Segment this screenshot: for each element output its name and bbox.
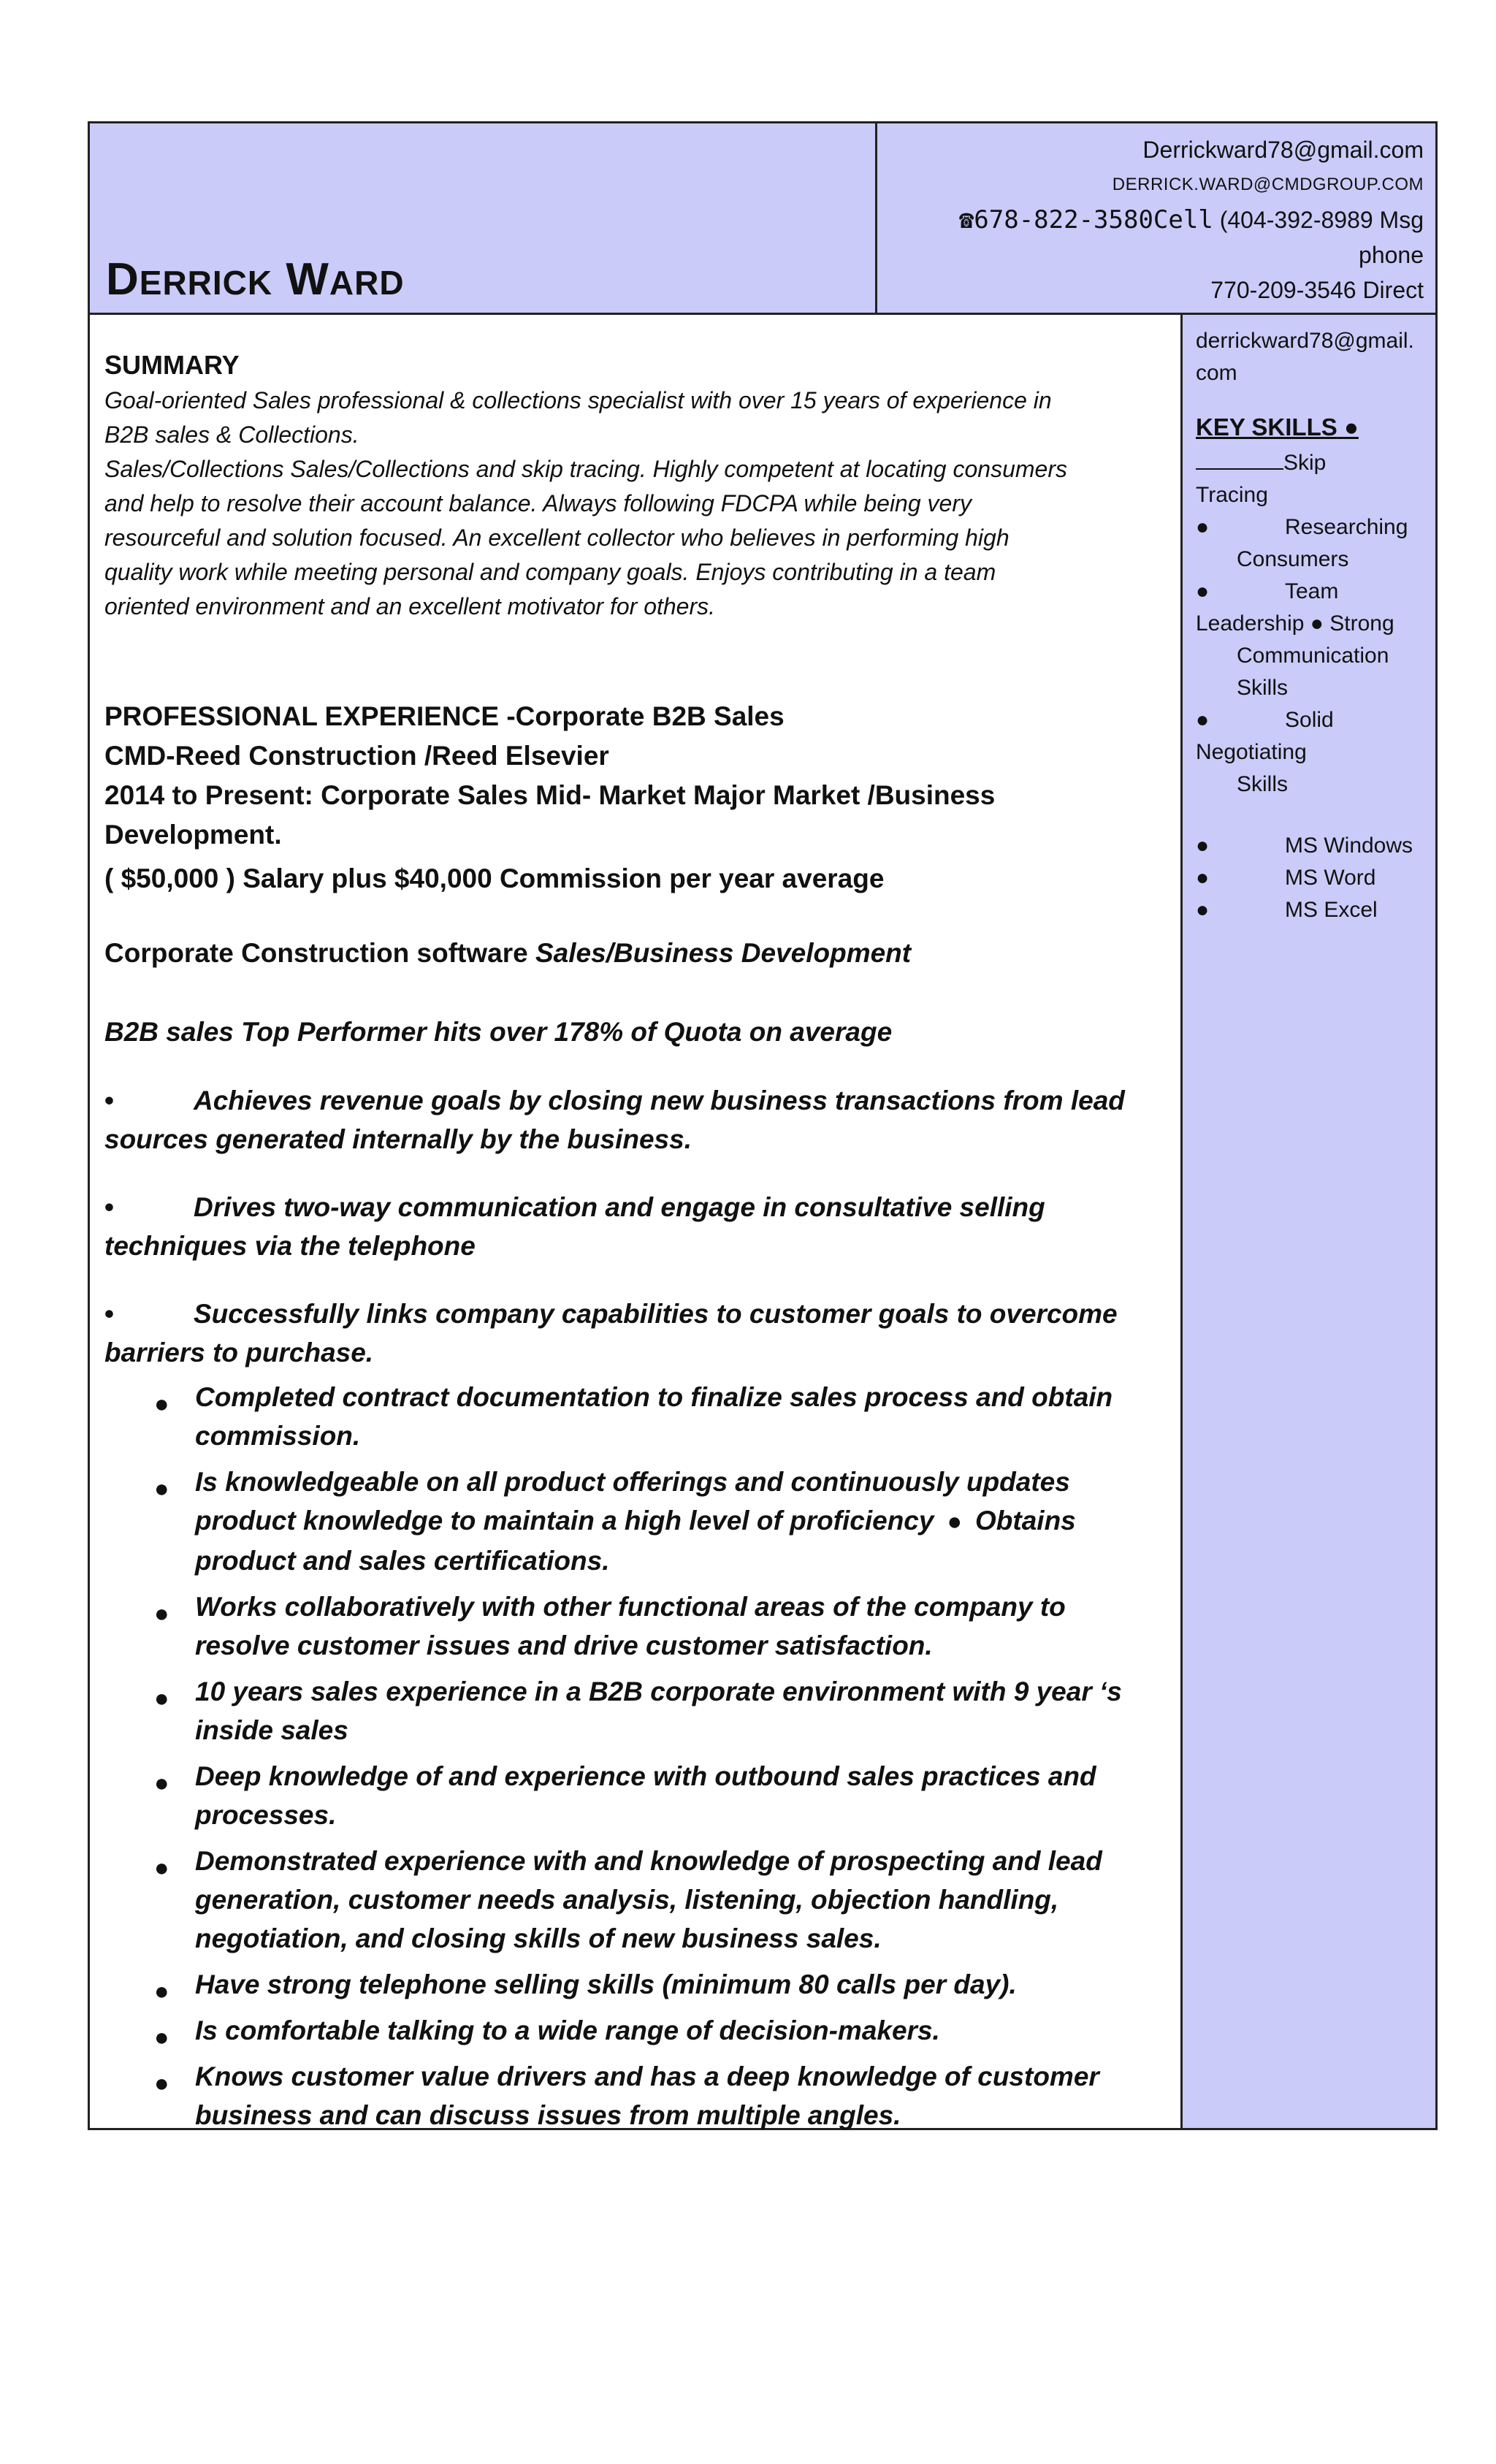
contact-header (877, 123, 1435, 315)
bullet-icon: ● (154, 2024, 169, 2051)
responsibility-list (104, 1378, 1154, 2135)
dot-paragraph: • Drives two-way communication and engage in consultative selling techniques via the telephone (104, 1188, 1154, 1265)
sidebar-email[interactable]: derrickward78@gmail. com (1196, 329, 1414, 385)
experience-heading: PROFESSIONAL EXPERIENCE -Corporate B2B Sales (104, 701, 785, 731)
bullet-dot-icon: • (104, 1086, 114, 1115)
list-item: ● 10 years sales experience in a B2B corporate environment with 9 year ‘s inside sales (154, 1677, 1122, 1745)
software-item: ● MS Windows (1196, 830, 1425, 862)
list-item: ● Demonstrated experience with and knowledge of prospecting and lead generation, customer needs analysis, listening, objection handling, negotiation, and closing skills of new business sales. (154, 1846, 1102, 1953)
bullet-icon: ● (947, 1508, 963, 1536)
skill-team: ● Team (1196, 576, 1425, 608)
bullet-icon: ● (154, 1475, 169, 1503)
bullet-icon: ● (1343, 413, 1359, 440)
list-item: ● Have strong telephone selling skills (minimum 80 calls per day). (104, 1965, 1154, 2004)
bullet-icon: ● (1196, 834, 1210, 858)
skills-sidebar: derrickward78@gmail. com KEY SKILLS ● Skip Tracing ● Researching Consumers ● Team Leadership ● Strong Communication Skills ● Solid Negotiating Skills ● MS Windows ● MS Word ● MS Excel (1183, 315, 1435, 2128)
role-line: 2014 to Present: Corporate Sales Mid- Market Major Market /Business (104, 780, 996, 810)
email-work[interactable]: DERRICK.WARD@CMDGROUP.COM (1112, 175, 1424, 194)
list-item: ● Knows customer value drivers and has a deep knowledge of customer business and can discuss issues from multiple angles. (154, 2061, 1099, 2130)
phone-direct: 770-209-3546 Direct (1210, 277, 1424, 303)
role-line: Development. (104, 820, 282, 850)
name-header (90, 123, 877, 315)
bullet-icon: ● (154, 1769, 169, 1797)
list-item: ● Completed contract documentation to finalize sales process and obtain commission. (154, 1382, 1113, 1451)
email-personal[interactable]: Derrickward78@gmail.com (1142, 137, 1424, 163)
key-skills-heading: KEY SKILLS ● (1196, 413, 1359, 440)
dot-paragraph: • Successfully links company capabilities to customer goals to overcome barriers to purchase. (104, 1294, 1154, 1372)
candidate-name: DERRICK WARD (106, 254, 405, 305)
bullet-dot-icon: • (104, 1192, 114, 1222)
main-column (90, 315, 1183, 2128)
summary-text (104, 384, 1154, 624)
bullet-icon: ● (1196, 515, 1210, 539)
list-item: ● Is knowledgeable on all product offerings and continuously updates product knowledge to maintain a high level of proficiency ● Obtains product and sales certifications. (154, 1467, 1076, 1576)
software-item: ● MS Word (1196, 862, 1425, 894)
software-item: ● MS Excel (1196, 894, 1425, 926)
dot-paragraph: • Achieves revenue goals by closing new business transactions from lead sources generated internally by the business. (104, 1081, 1154, 1159)
sub-heading: Corporate Construction software Sales/Business Development (104, 938, 912, 968)
skill-solid: ● Solid (1196, 704, 1425, 736)
company-name: CMD-Reed Construction /Reed Elsevier (104, 741, 609, 771)
bullet-icon: ● (154, 1390, 169, 1418)
phone-msg-tail: phone (1359, 242, 1424, 268)
summary-line: quality work while meeting personal and company goals. Enjoys contributing in a team (104, 559, 996, 585)
summary-line: resourceful and solution focused. An excellent collector who believes in performing high (104, 525, 1010, 551)
summary-line: oriented environment and an excellent motivator for others. (104, 593, 716, 619)
skill-skip-tracing: Skip (1196, 446, 1425, 479)
summary-line: Sales/Collections Sales/Collections and skip tracing. Highly competent at locating consumers (104, 456, 1067, 482)
bullet-icon: ● (1196, 708, 1210, 732)
bullet-icon: ● (1196, 579, 1210, 603)
salary-line: ( $50,000 ) Salary plus $40,000 Commission per year average (104, 863, 885, 893)
list-item: ● Is comfortable talking to a wide range of decision-makers. (104, 2011, 1154, 2050)
top-performer: B2B sales Top Performer hits over 178% of Quota on average (104, 1017, 893, 1047)
summary-heading: SUMMARY (104, 350, 240, 380)
bullet-icon: ● (154, 1977, 169, 2005)
phone-cell: ☎678-822-3580Cell (404-392-8989 Msg (958, 205, 1424, 234)
bullet-icon: ● (154, 2070, 169, 2097)
skill-leadership: Leadership ● Strong (1196, 611, 1394, 636)
summary-line: B2B sales & Collections. (104, 422, 359, 448)
skill-researching: ● Researching (1196, 511, 1425, 543)
bullet-icon: ● (1196, 898, 1210, 922)
bullet-dot-icon: • (104, 1299, 114, 1329)
bullet-icon: ● (154, 1854, 169, 1882)
list-item: ● Deep knowledge of and experience with outbound sales practices and processes. (154, 1761, 1096, 1830)
summary-line: and help to resolve their account balance. Always following FDCPA while being very (104, 490, 972, 516)
summary-line: Goal-oriented Sales professional & collections specialist with over 15 years of experience in (104, 387, 1052, 413)
resume-page (88, 121, 1438, 2130)
list-item: ● Works collaboratively with other functional areas of the company to resolve customer issues and drive customer satisfaction. (154, 1592, 1066, 1660)
bullet-icon: ● (154, 1685, 169, 1712)
bullet-icon: ● (154, 1600, 169, 1628)
bullet-icon: ● (1310, 611, 1324, 636)
bullet-icon: ● (1196, 866, 1210, 890)
